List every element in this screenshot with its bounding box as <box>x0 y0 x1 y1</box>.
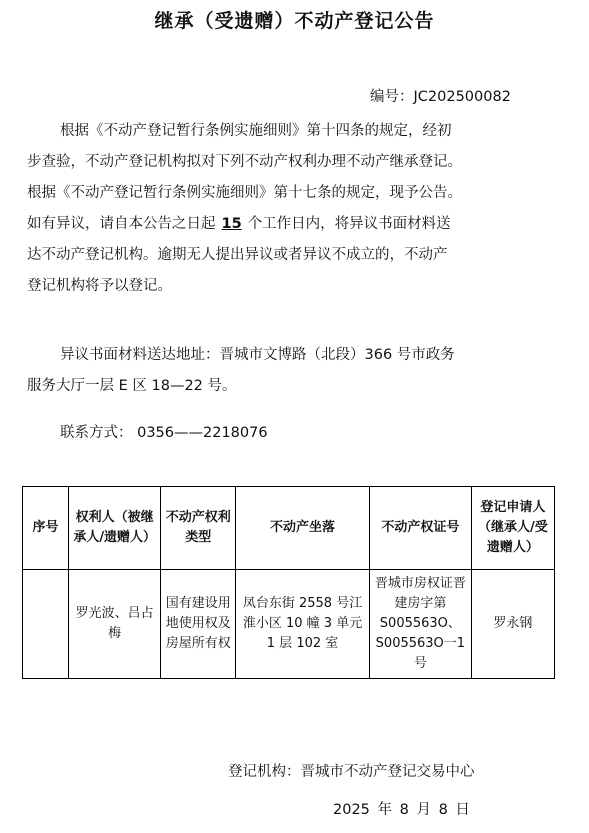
paragraph-line: 根据《不动产登记暂行条例实施细则》第十七条的规定，现予公告。 <box>27 185 462 201</box>
paragraph-line: 异议书面材料送达地址：晋城市文博路（北段）366 号市政务 <box>60 347 455 363</box>
registration-table <box>22 486 555 679</box>
header-holder: 权利人（被继承人/遗赠人） <box>68 487 160 570</box>
registration-authority: 登记机构：晋城市不动产登记交易中心 <box>228 764 475 780</box>
page-title: 继承（受遗赠）不动产登记公告 <box>154 10 435 32</box>
header-cert-no: 不动产权证号 <box>369 487 471 570</box>
announcement-paragraph <box>27 116 567 302</box>
header-applicant: 登记申请人（继承人/受遗赠人） <box>471 487 554 570</box>
cell-location: 凤台东街 2558 号江淮小区 10 幢 3 单元 1 层 102 室 <box>236 570 370 679</box>
paragraph-line <box>27 209 567 240</box>
table-header-row <box>23 487 555 570</box>
paragraph-text: 如有异议，请自本公告之日起 <box>27 216 216 232</box>
cell-right-type: 国有建设用地使用权及房屋所有权 <box>161 570 236 679</box>
document-number: 编号：JC202500082 <box>370 89 511 105</box>
paragraph-text: 个工作日内，将异议书面材料送 <box>247 216 451 232</box>
paragraph-line: 服务大厅一层 E 区 18—22 号。 <box>27 378 237 394</box>
cell-applicant: 罗永钢 <box>471 570 554 679</box>
cell-holder: 罗光波、吕占梅 <box>68 570 160 679</box>
address-paragraph <box>27 340 567 402</box>
announcement-date: 2025 年 8 月 8 日 <box>333 802 470 818</box>
header-location: 不动产坐落 <box>236 487 370 570</box>
header-seq: 序号 <box>23 487 69 570</box>
paragraph-line: 根据《不动产登记暂行条例实施细则》第十四条的规定，经初 <box>60 123 452 139</box>
paragraph-line: 登记机构将予以登记。 <box>27 278 172 294</box>
header-right-type: 不动产权利类型 <box>161 487 236 570</box>
table-row <box>23 570 555 679</box>
contact-line: 联系方式： 0356——2218076 <box>60 425 268 441</box>
cell-seq <box>23 570 69 679</box>
paragraph-line: 步查验，不动产登记机构拟对下列不动产权利办理不动产继承登记。 <box>27 154 462 170</box>
paragraph-line: 达不动产登记机构。逾期无人提出异议或者异议不成立的，不动产 <box>27 247 448 263</box>
objection-days: 15 <box>221 216 242 232</box>
cell-cert-no: 晋城市房权证晋建房字第 S005563O、S005563O一1号 <box>369 570 471 679</box>
